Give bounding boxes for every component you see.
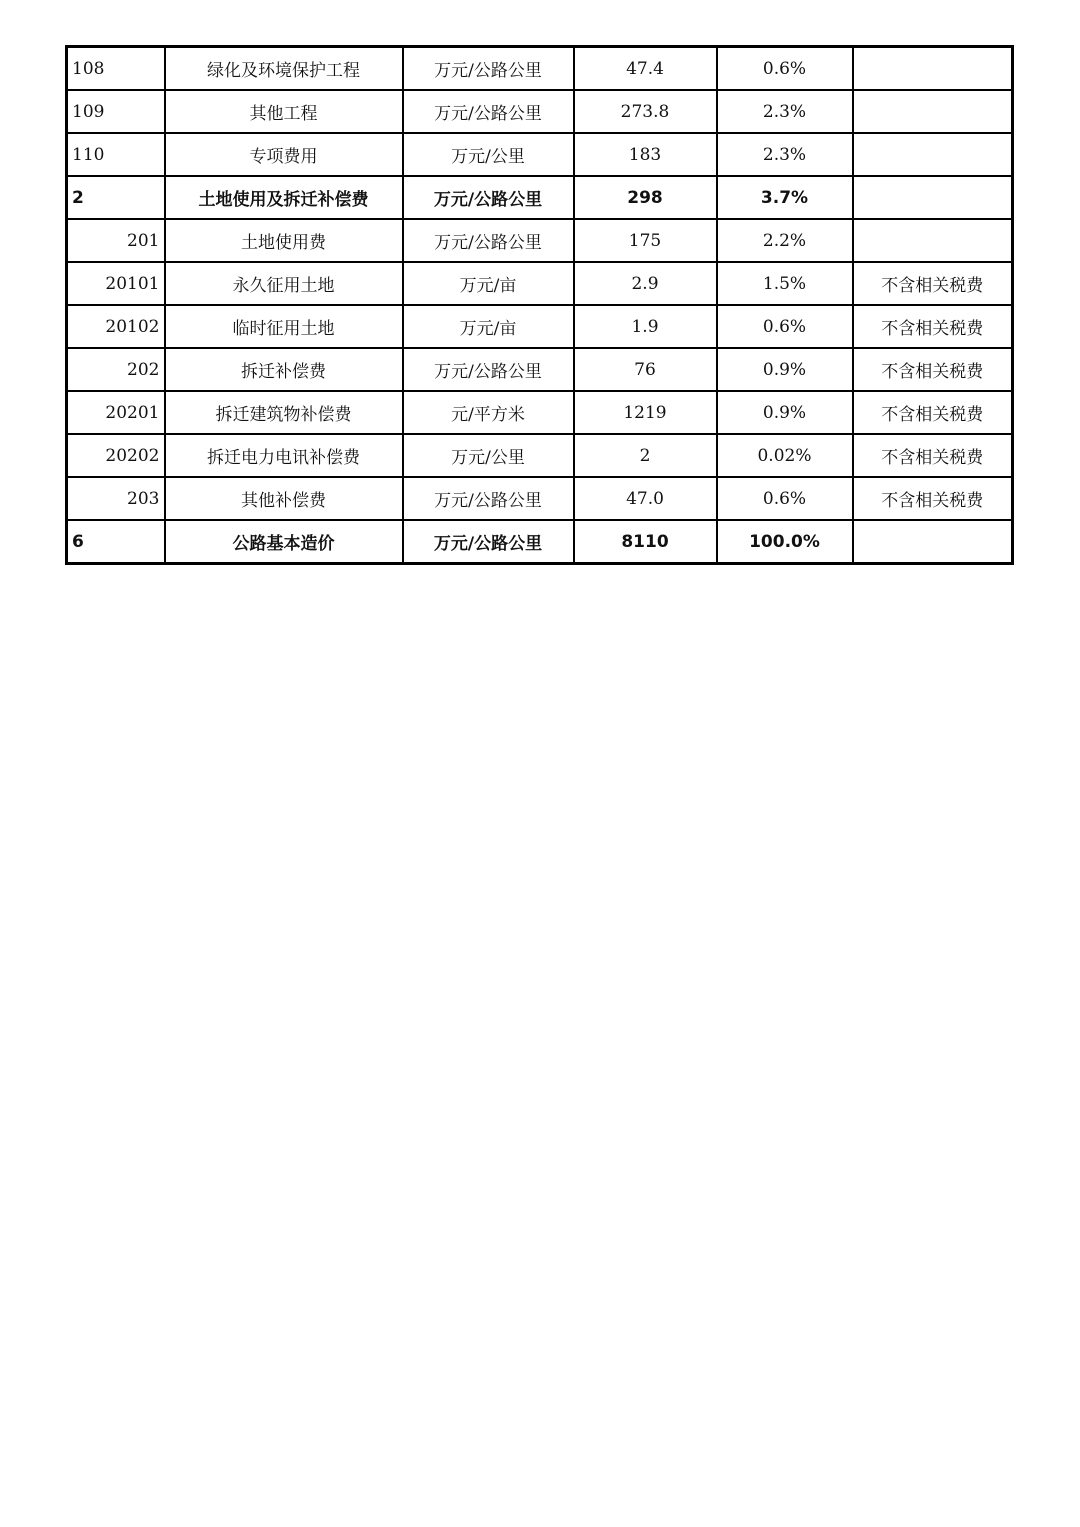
row-item-name-cell: 土地使用费 — [165, 219, 403, 262]
row-unit-cell: 万元/亩 — [403, 262, 574, 305]
row-unit-cell: 元/平方米 — [403, 391, 574, 434]
row-item-name-cell: 专项费用 — [165, 133, 403, 176]
row-value-cell: 273.8 — [574, 90, 717, 133]
row-code-cell: 2 — [67, 176, 165, 219]
row-value-cell: 1219 — [574, 391, 717, 434]
row-value-cell: 2 — [574, 434, 717, 477]
row-note-cell: 不含相关税费 — [853, 391, 1013, 434]
cost-table — [65, 45, 1014, 565]
row-note-cell: 不含相关税费 — [853, 348, 1013, 391]
row-item-name-cell: 其他补偿费 — [165, 477, 403, 520]
row-value-cell: 47.0 — [574, 477, 717, 520]
row-ratio-cell: 0.9% — [717, 348, 853, 391]
row-unit-cell: 万元/公里 — [403, 434, 574, 477]
row-ratio-cell: 0.02% — [717, 434, 853, 477]
table-body — [67, 47, 1013, 564]
row-code-cell: 110 — [67, 133, 165, 176]
row-unit-cell: 万元/公路公里 — [403, 520, 574, 564]
row-code-cell: 201 — [67, 219, 165, 262]
row-item-name-cell: 绿化及环境保护工程 — [165, 47, 403, 91]
row-unit-cell: 万元/公路公里 — [403, 47, 574, 91]
table-row — [67, 47, 1013, 91]
cost-table-container — [65, 45, 1013, 565]
table-row — [67, 262, 1013, 305]
row-note-cell — [853, 133, 1013, 176]
row-ratio-cell: 1.5% — [717, 262, 853, 305]
row-code-cell: 20102 — [67, 305, 165, 348]
table-row — [67, 133, 1013, 176]
row-unit-cell: 万元/亩 — [403, 305, 574, 348]
row-code-cell: 20101 — [67, 262, 165, 305]
table-row — [67, 219, 1013, 262]
row-item-name-cell: 永久征用土地 — [165, 262, 403, 305]
table-row — [67, 520, 1013, 564]
row-value-cell: 1.9 — [574, 305, 717, 348]
table-row — [67, 90, 1013, 133]
row-note-cell: 不含相关税费 — [853, 477, 1013, 520]
row-ratio-cell: 2.3% — [717, 90, 853, 133]
row-note-cell — [853, 176, 1013, 219]
row-item-name-cell: 其他工程 — [165, 90, 403, 133]
row-note-cell — [853, 90, 1013, 133]
table-row — [67, 391, 1013, 434]
row-value-cell: 2.9 — [574, 262, 717, 305]
row-ratio-cell: 2.3% — [717, 133, 853, 176]
row-ratio-cell: 0.6% — [717, 47, 853, 91]
row-ratio-cell: 2.2% — [717, 219, 853, 262]
row-value-cell: 8110 — [574, 520, 717, 564]
row-unit-cell: 万元/公路公里 — [403, 90, 574, 133]
row-ratio-cell: 100.0% — [717, 520, 853, 564]
row-ratio-cell: 0.6% — [717, 477, 853, 520]
row-code-cell: 20202 — [67, 434, 165, 477]
row-unit-cell: 万元/公路公里 — [403, 477, 574, 520]
table-row — [67, 176, 1013, 219]
row-item-name-cell: 拆迁补偿费 — [165, 348, 403, 391]
row-value-cell: 76 — [574, 348, 717, 391]
row-unit-cell: 万元/公路公里 — [403, 348, 574, 391]
row-value-cell: 47.4 — [574, 47, 717, 91]
row-code-cell: 203 — [67, 477, 165, 520]
row-code-cell: 202 — [67, 348, 165, 391]
row-ratio-cell: 0.6% — [717, 305, 853, 348]
row-value-cell: 183 — [574, 133, 717, 176]
row-item-name-cell: 土地使用及拆迁补偿费 — [165, 176, 403, 219]
row-value-cell: 175 — [574, 219, 717, 262]
row-note-cell: 不含相关税费 — [853, 305, 1013, 348]
row-note-cell: 不含相关税费 — [853, 434, 1013, 477]
row-unit-cell: 万元/公里 — [403, 133, 574, 176]
row-code-cell: 6 — [67, 520, 165, 564]
table-row — [67, 434, 1013, 477]
row-ratio-cell: 0.9% — [717, 391, 853, 434]
table-row — [67, 477, 1013, 520]
row-item-name-cell: 公路基本造价 — [165, 520, 403, 564]
row-unit-cell: 万元/公路公里 — [403, 219, 574, 262]
row-code-cell: 109 — [67, 90, 165, 133]
row-note-cell — [853, 219, 1013, 262]
row-code-cell: 20201 — [67, 391, 165, 434]
row-item-name-cell: 拆迁电力电讯补偿费 — [165, 434, 403, 477]
row-note-cell — [853, 47, 1013, 91]
row-note-cell — [853, 520, 1013, 564]
row-unit-cell: 万元/公路公里 — [403, 176, 574, 219]
row-value-cell: 298 — [574, 176, 717, 219]
table-row — [67, 305, 1013, 348]
row-item-name-cell: 临时征用土地 — [165, 305, 403, 348]
table-row — [67, 348, 1013, 391]
row-ratio-cell: 3.7% — [717, 176, 853, 219]
row-item-name-cell: 拆迁建筑物补偿费 — [165, 391, 403, 434]
row-code-cell: 108 — [67, 47, 165, 91]
row-note-cell: 不含相关税费 — [853, 262, 1013, 305]
